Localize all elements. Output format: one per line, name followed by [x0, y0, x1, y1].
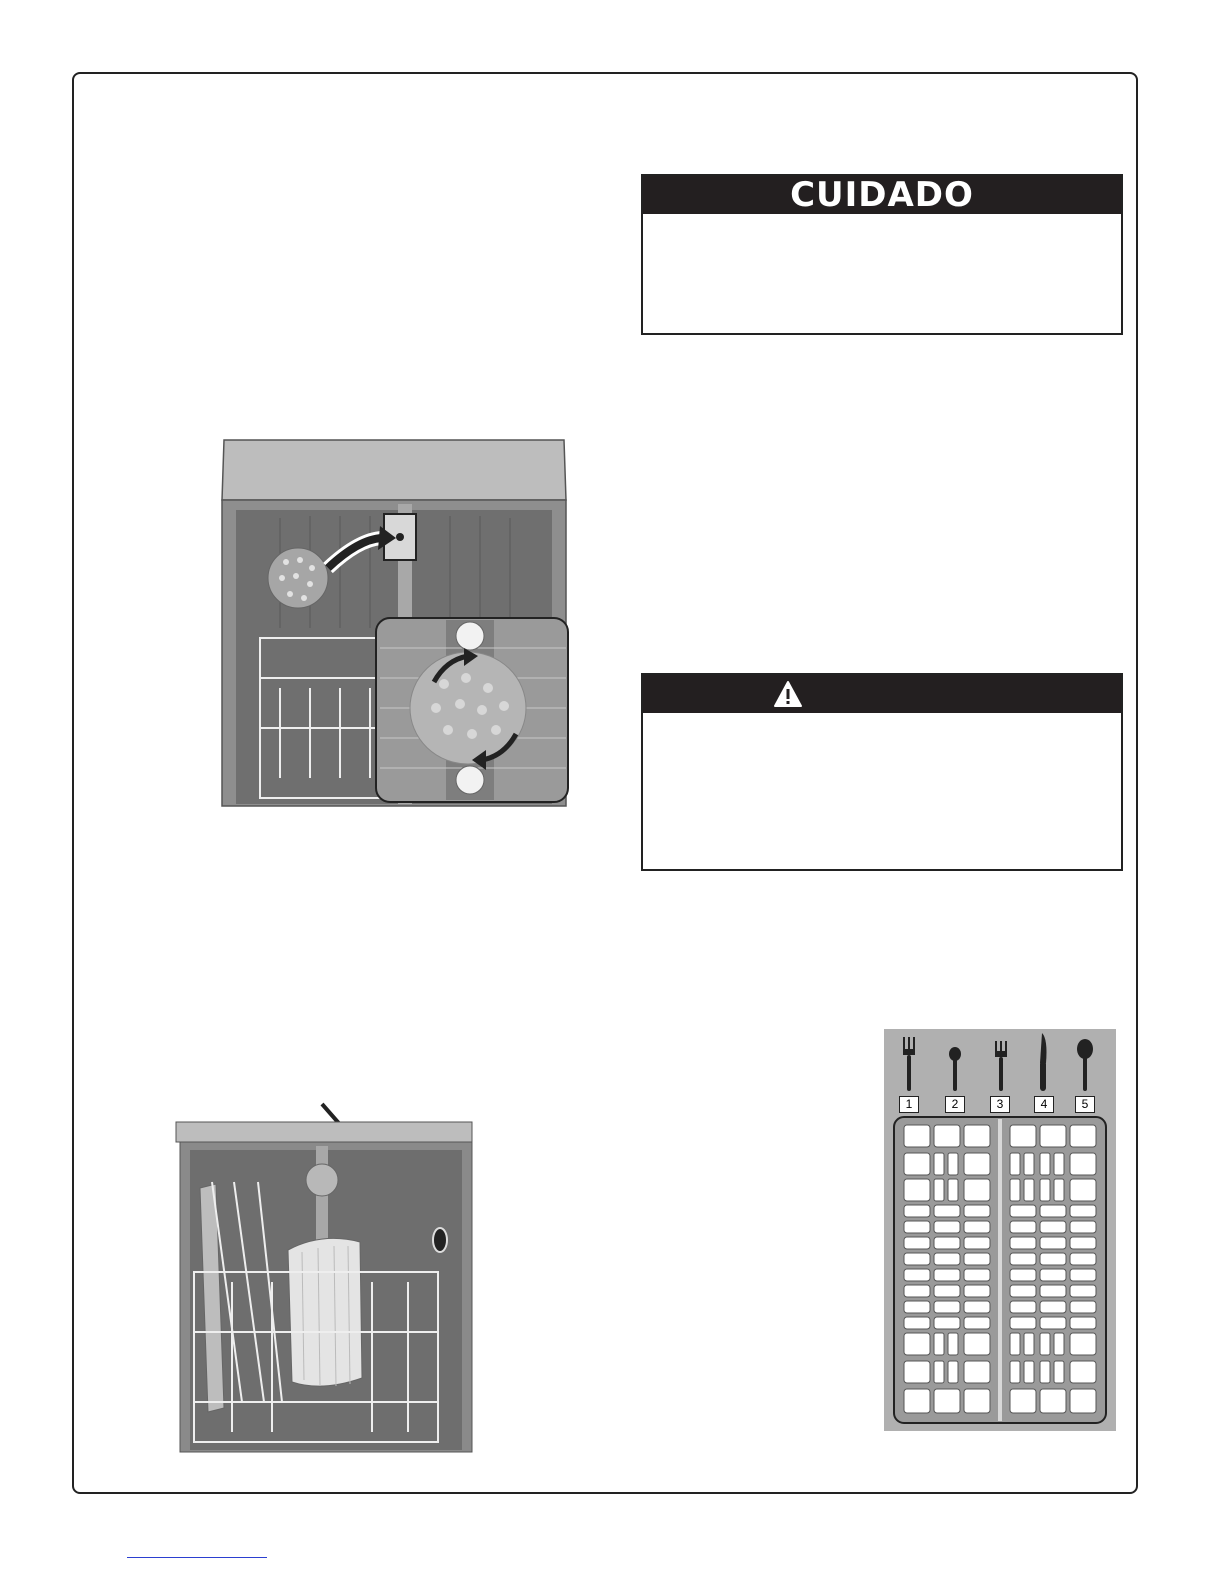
spoon-icon [1076, 1039, 1094, 1093]
spoon-icon [948, 1047, 962, 1093]
caution-box [641, 174, 1123, 335]
dishwasher-spray-arm-illustration [220, 438, 572, 810]
footer-link-underline[interactable] [127, 1557, 267, 1558]
warning-triangle-icon [773, 680, 803, 708]
guide-number-5: 5 [1075, 1096, 1095, 1113]
silverware-basket [892, 1115, 1108, 1427]
silverware-basket-guide [884, 1029, 1116, 1431]
dishwasher-loaded-illustration [172, 1102, 474, 1454]
guide-number-2: 2 [945, 1096, 965, 1113]
guide-number-1: 1 [899, 1096, 919, 1113]
knife-icon [1036, 1031, 1050, 1093]
guide-number-3: 3 [990, 1096, 1010, 1113]
guide-number-4: 4 [1034, 1096, 1054, 1113]
warning-header [643, 675, 1121, 713]
warning-box [641, 673, 1123, 871]
caution-header: CUIDADO [643, 176, 1121, 214]
fork-icon [994, 1039, 1008, 1093]
fork-icon [902, 1035, 916, 1093]
